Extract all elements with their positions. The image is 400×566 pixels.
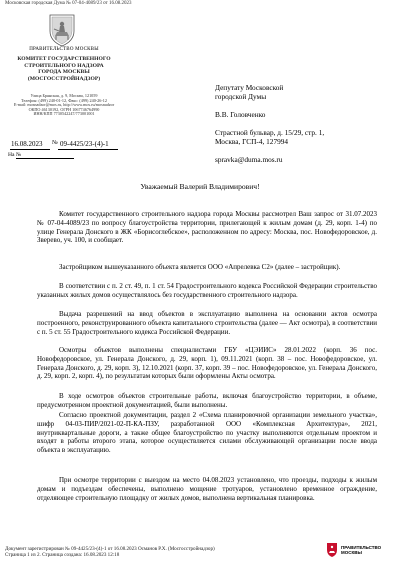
registry-header: Московская городская Дума № 07-04-4089/23 от 16.08.2023 bbox=[5, 1, 132, 6]
committee-name bbox=[8, 56, 120, 82]
reference-line bbox=[8, 152, 21, 158]
addressee-line: Страстной бульвар, д. 15/29, стр. 1, bbox=[215, 128, 325, 137]
paragraph-text: Комитет государственного строительного надзора города Москвы рассмотрел Ваш запрос от 31.07.2023 № 07-04-4089/23 по вопросу благоустройства территории, прилегающей к жилым домам (д. 29, корп. 1-4) по улице Генерала Донского в ЖК «Борисоглебское», расположенном по адресу: Москва, пос. Новофедоровское, д. Зверево, уч. 100, и сообщает. bbox=[37, 210, 377, 245]
contact-line: Улица Брянская, д. 9, Москва, 121059 bbox=[30, 93, 98, 98]
footer-line: Страница 1 из 2. Страница создана: 16.08.2023 12:18 bbox=[5, 552, 120, 558]
paragraph bbox=[37, 310, 377, 336]
reference-underline bbox=[16, 158, 74, 159]
addressee-line: городской Думы bbox=[215, 92, 267, 101]
spacer bbox=[215, 146, 324, 155]
paragraph-text: В соответствии с п. 2 ст. 49, п. 1 ст. 54 Градостроительного кодекса Российской Федерации строительство указанных жилых домов осуществлялось без государственного строительного надзора. bbox=[37, 282, 377, 299]
footer-logo-text bbox=[341, 545, 381, 555]
paragraph bbox=[37, 210, 377, 245]
paragraph bbox=[37, 411, 377, 455]
spacer bbox=[215, 101, 324, 110]
contact-line: Телефон: (499) 240-01-12, Факс: (499) 240-26-12 bbox=[21, 97, 107, 103]
committee-line: ГОРОДА МОСКВЫ bbox=[38, 69, 90, 76]
paragraph bbox=[37, 392, 377, 410]
number-sign: № bbox=[52, 140, 58, 146]
paragraph bbox=[37, 263, 377, 272]
moscow-coat-of-arms-icon bbox=[48, 13, 76, 47]
greeting: Уважаемый Валерий Владимирович! bbox=[140, 182, 260, 191]
reference-on-label: На № bbox=[8, 152, 22, 158]
paragraph-text: Согласно проектной документации, раздел 2 «Схема планировочной организации земельного участка», шифр 04-03-ПИР/2021-02-П-КА-ПЗУ, разработанной ООО «Комплексная Архитектура», 2021, внутриквартальные дороги, а также общее благоустройство по участку выполняются отдельным проектом и входят в работы второго этапа, которое осуществляется силами обслуживающей организации после ввода объекта в эксплуатацию. bbox=[37, 411, 377, 455]
footer-logo-line: МОСКВЫ bbox=[341, 550, 362, 555]
paragraph-text: Осмотры объектов выполнены специалистами ГБУ «ЦЭИИС» 28.01.2022 (корп. 36 пос. Новофедоровское, ул. Генерала Донского, д. 29, корп. 1), 09.11.2021 (корп. 38 – пос. Новофедоровское, ул. Генерала Донского, д. 29, корп. 3), 12.10.2021 (корп. 37, корп. 39 – пос. Новофедоровское, ул. Генерала Донского, д. 29, корп. 2, корп. 4), по результатам которых были оформлены Акты осмотра. bbox=[37, 346, 377, 381]
contact-line: ИНН/КПП 7730542247/773001001 bbox=[33, 111, 95, 117]
committee-line: СТРОИТЕЛЬНОГО НАДЗОРА bbox=[24, 62, 104, 69]
committee-line: (МОСГОССТРОЙНАДЗОР) bbox=[27, 75, 101, 82]
date-underline bbox=[10, 149, 50, 150]
sender-contacts bbox=[8, 94, 120, 117]
contact-line: ОКПО 46130192, ОГРН 1067746764990 bbox=[28, 106, 100, 112]
footer-line: Документ зарегистрирован № 09-4425/23-(4)-1 от 16.08.2023 Османов Р.Х. (Мосгосстройнадзор) bbox=[5, 546, 215, 552]
document-footer bbox=[5, 546, 215, 558]
addressee-block bbox=[215, 83, 324, 164]
addressee-email: spravka@duma.mos.ru bbox=[215, 155, 283, 164]
registration-date: 16.08.2023 bbox=[11, 140, 43, 148]
addressee-line: Депутату Московской bbox=[215, 83, 284, 92]
paragraph bbox=[37, 346, 377, 381]
government-name: ПРАВИТЕЛЬСТВО МОСКВЫ bbox=[29, 47, 99, 52]
paragraph-text: Выдача разрешений на ввод объектов в эксплуатацию выполнена на основании актов осмотра построенного, реконструированного объекта капитального строительства (далее — Акт осмотра), в соответствии с п. 5 ст. 55 Градостроительного кодекса Российской Федерации. bbox=[37, 310, 377, 336]
spacer bbox=[215, 119, 324, 128]
moscow-coat-of-arms-icon bbox=[326, 542, 338, 558]
paragraph bbox=[37, 476, 377, 502]
number-underline bbox=[58, 149, 118, 150]
addressee-line: Москва, ГСП-4, 127994 bbox=[215, 137, 289, 146]
footer-logo-line: ПРАВИТЕЛЬСТВО bbox=[341, 545, 382, 550]
registration-line bbox=[8, 140, 120, 148]
paragraph bbox=[37, 282, 377, 300]
addressee-name: В.В. Головченко bbox=[215, 110, 266, 119]
registration-number: 09-4425/23-(4)-1 bbox=[60, 140, 109, 148]
contact-line: E-mail: mosnadzor@mos.ru, http://www.mos.ru/mosnadzor bbox=[13, 102, 115, 108]
paragraph-text: Застройщиком вышеуказанного объекта является ООО «Апрелевка С2» (далее – застройщик). bbox=[59, 263, 341, 271]
committee-line: КОМИТЕТ ГОСУДАРСТВЕННОГО bbox=[17, 56, 111, 62]
paragraph-text: В ходе осмотров объектов строительные работы, включая благоустройство территории, в объеме, предусмотренном проектной документацией, были выполнены. bbox=[37, 392, 377, 409]
paragraph-text: При осмотре территории с выездом на место 04.08.2023 установлено, что проезды, подходы к жилым домам и подъездам обеспечены, выполнено мощение тротуаров, установлено временное ограждение, отделяющее строительную площадку от жилых домов, выполнена вертикальная планировка. bbox=[37, 476, 377, 502]
